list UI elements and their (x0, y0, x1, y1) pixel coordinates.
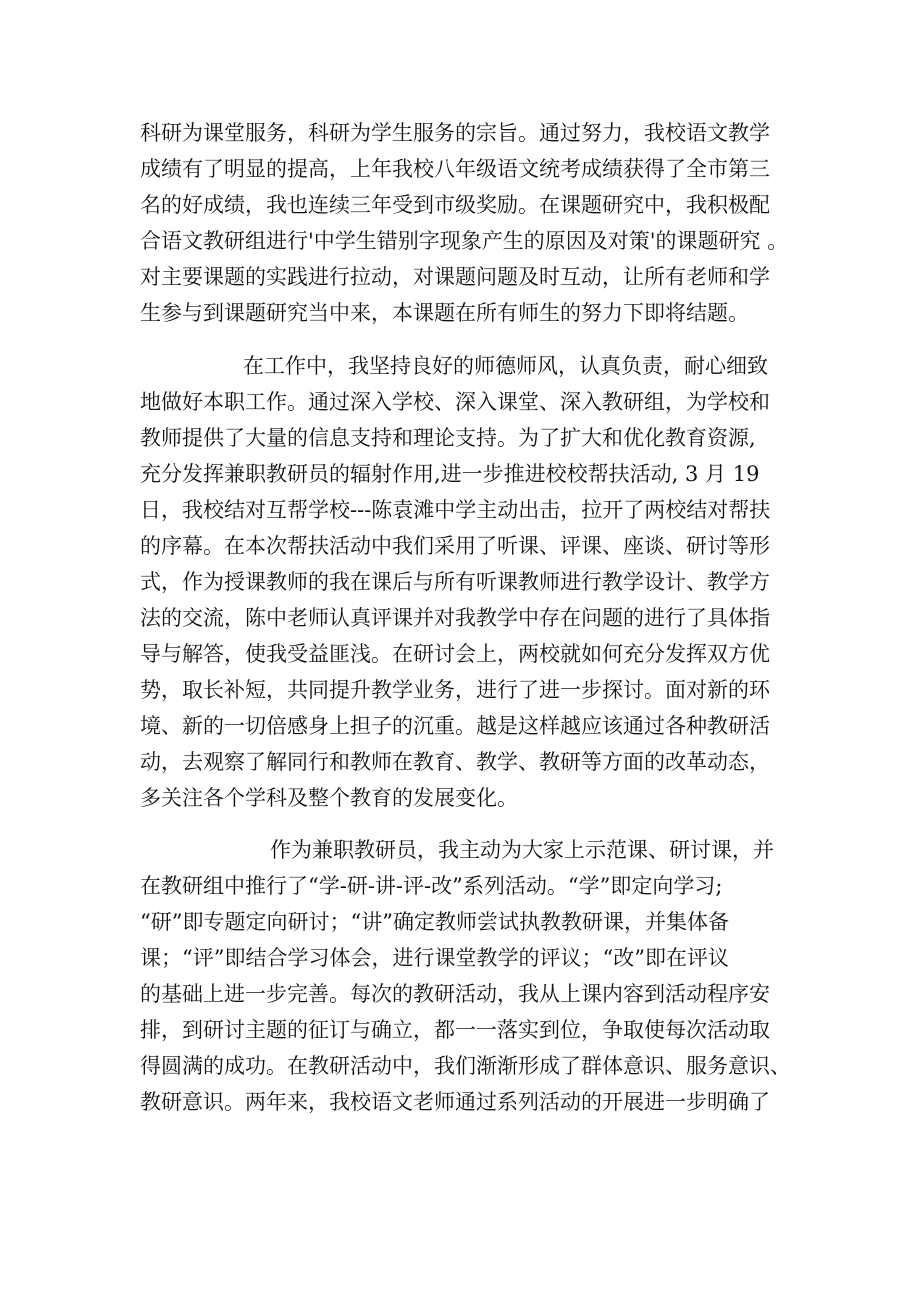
text-line: 成绩有了明显的提高，上年我校八年级语文统考成绩获得了全市第三 (140, 157, 770, 181)
text-line: 的序幕。在本次帮扶活动中我们采用了听课、评课、座谈、研讨等形 (140, 534, 770, 558)
text-line: 法的交流，陈中老师认真评课并对我教学中存在问题的进行了具体指 (140, 606, 770, 630)
text-line: 的基础上进一步完善。每次的教研活动，我从上课内容到活动程序安 (140, 982, 770, 1006)
text-line: 地做好本职工作。通过深入学校、深入课堂、深入教研组，为学校和 (140, 390, 770, 414)
text-line: “研”即专题定向研讨；“讲”确定教师尝试执教教研课，并集体备 (140, 910, 729, 934)
text-line: 日，我校结对互帮学校---陈袁滩中学主动出击，拉开了两校结对帮扶 (140, 498, 771, 522)
text-line: 科研为课堂服务，科研为学生服务的宗旨。通过努力，我校语文教学 (140, 121, 770, 145)
text-line: 势，取长补短，共同提升教学业务，进行了进一步探讨。面对新的环 (140, 678, 770, 702)
text-line: 得圆满的成功。在教研活动中，我们渐渐形成了群体意识、服务意识、 (140, 1054, 791, 1078)
text-line: 在教研组中推行了“学-研-讲-评-改”系列活动。“学”即定向学习; (140, 874, 723, 898)
text-line: 式，作为授课教师的我在课后与所有听课教师进行教学设计、教学方 (140, 570, 770, 594)
text-line: 教师提供了大量的信息支持和理论支持。为了扩大和优化教育资源, (140, 426, 756, 450)
paragraph-first-line: 在工作中，我坚持良好的师德师风，认真负责，耐心细致 (243, 354, 768, 378)
text-line: 境、新的一切倍感身上担子的沉重。越是这样越应该通过各种教研活 (140, 714, 770, 738)
text-line: 合语文教研组进行'中学生错别字现象产生的原因及对策'的课题研究 。 (140, 229, 789, 253)
text-line: 教研意识。两年来，我校语文老师通过系列活动的开展进一步明确了 (140, 1090, 770, 1114)
text-line: 名的好成绩，我也连续三年受到市级奖励。在课题研究中，我积极配 (140, 193, 770, 217)
text-line: 排，到研讨主题的征订与确立，都一一落实到位，争取使每次活动取 (140, 1018, 770, 1042)
text-line: 对主要课题的实践进行拉动，对课题问题及时互动，让所有老师和学 (140, 265, 770, 289)
text-line: 课；“评”即结合学习体会，进行课堂教学的评议；“改”即在评议 (140, 946, 729, 970)
text-line: 生参与到课题研究当中来，本课题在所有师生的努力下即将结题。 (140, 301, 749, 325)
text-line: 充分发挥兼职教研员的辐射作用,进一步推进校校帮扶活动, 3 月 19 (140, 462, 760, 486)
paragraph-first-line: 作为兼职教研员，我主动为大家上示范课、研讨课，并 (270, 838, 774, 862)
text-line: 动，去观察了解同行和教师在教育、教学、教研等方面的改革动态， (140, 750, 770, 774)
text-line: 多关注各个学科及整个教育的发展变化。 (140, 786, 518, 810)
text-line: 导与解答，使我受益匪浅。在研讨会上，两校就如何充分发挥双方优 (140, 642, 770, 666)
